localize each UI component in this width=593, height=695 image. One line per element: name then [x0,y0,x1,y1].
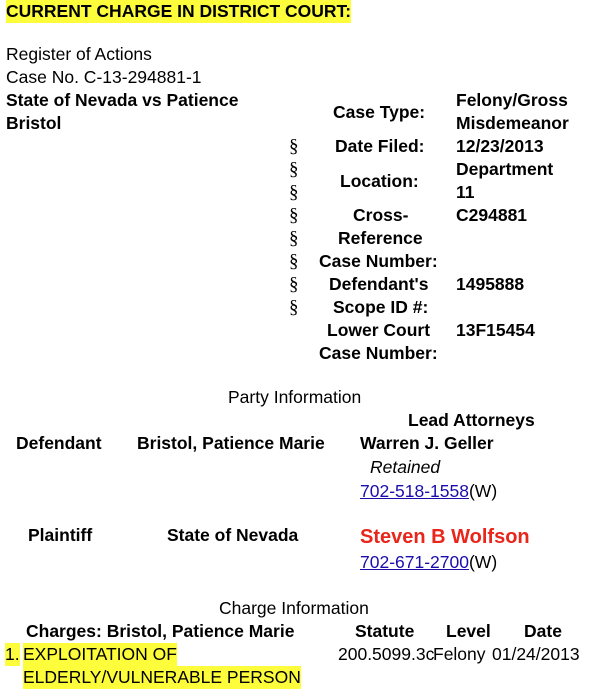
case-type-value-line2: Misdemeanor [456,113,569,133]
location-label: Location: [340,171,419,191]
crossref-value: C294881 [456,205,528,225]
date-filed-value: 12/23/2013 [456,136,544,156]
charge-row-number: 1. [5,644,20,664]
plaintiff-phone-row [360,551,497,574]
case-name-line2: Bristol [6,113,62,133]
lead-attorneys-header: Lead Attorneys [408,410,535,430]
register-heading: Register of Actions [6,44,152,64]
section-symbol: § [289,182,299,203]
plaintiff-attorney: Steven B Wolfson [360,526,530,548]
defendant-attorney-status: Retained [370,457,441,477]
defendant-attorney: Warren J. Geller [360,433,494,453]
crossref-label-line3: Case Number: [319,251,438,271]
date-filed-label: Date Filed: [335,136,425,156]
charge-level: Felony [433,644,486,664]
plaintiff-name: State of Nevada [167,525,299,545]
statute-column-header: Statute [355,621,415,641]
crossref-label-line1: Cross- [353,205,409,225]
case-type-label: Case Type: [333,102,426,122]
scope-label-line2: Scope ID #: [333,297,429,317]
location-value-line2: 11 [456,182,475,202]
section-symbol: § [289,251,299,272]
charge-statute: 200.5099.3c [338,644,435,664]
section-symbol: § [289,136,299,157]
case-name-line1: State of Nevada vs Patience [6,90,239,110]
case-number: Case No. C-13-294881-1 [6,67,202,87]
defendant-phone-suffix: (W) [468,481,498,501]
crossref-label-line2: Reference [338,228,423,248]
lower-court-label-line1: Lower Court [327,320,431,340]
defendant-phone-row [360,480,497,503]
charge-description-line2: ELDERLY/VULNERABLE PERSON [23,667,301,687]
defendant-role: Defendant [16,433,102,453]
level-column-header: Level [446,621,491,641]
charge-date: 01/24/2013 [492,644,580,664]
lower-court-label-line2: Case Number: [319,343,438,363]
plaintiff-phone-suffix: (W) [468,552,498,572]
scope-id-value: 1495888 [456,274,525,294]
date-column-header: Date [524,621,562,641]
section-symbol: § [289,159,299,180]
defendant-name: Bristol, Patience Marie [137,433,325,453]
location-value-line1: Department [456,159,554,179]
section-symbol: § [289,205,299,226]
section-symbol: § [289,228,299,249]
section-symbol: § [289,297,299,318]
defendant-phone-link[interactable]: 702-518-1558 [360,481,469,501]
charge-info-heading: Charge Information [219,598,369,618]
party-info-heading: Party Information [228,387,362,407]
case-type-value-line1: Felony/Gross [456,90,568,110]
charges-column-header: Charges: Bristol, Patience Marie [26,621,295,641]
plaintiff-phone-link[interactable]: 702-671-2700 [360,552,469,572]
charge-description-line1: EXPLOITATION OF [23,644,177,664]
page-title: CURRENT CHARGE IN DISTRICT COURT: [6,1,352,21]
scope-label-line1: Defendant's [329,274,429,294]
section-symbol: § [289,274,299,295]
lower-court-value: 13F15454 [456,320,535,340]
plaintiff-role: Plaintiff [28,525,93,545]
